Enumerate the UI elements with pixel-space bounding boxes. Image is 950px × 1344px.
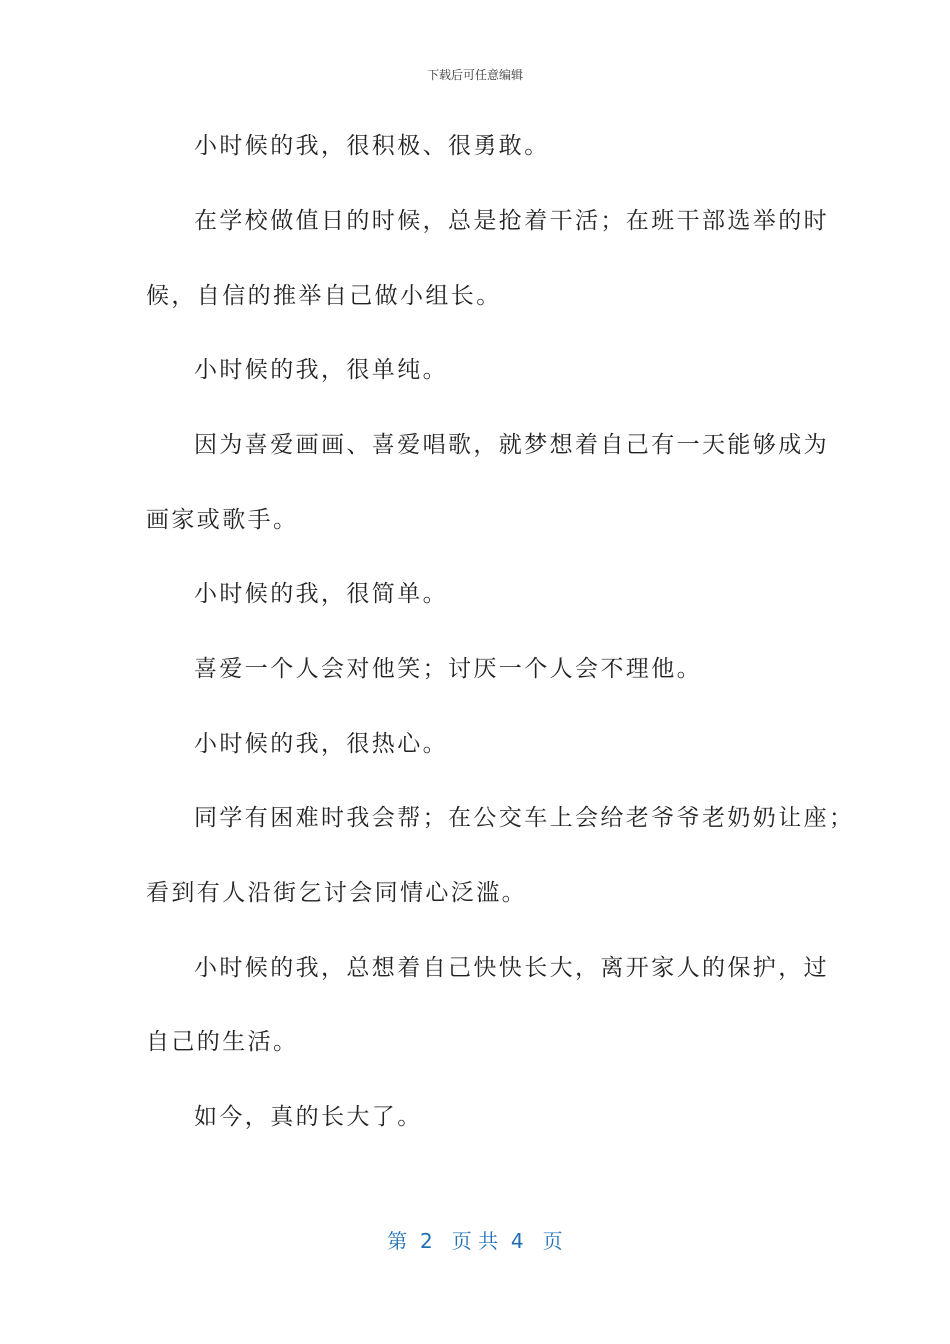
paragraph-line: 小时候的我，很简单。 [194,581,448,607]
paragraph-line: 在学校做值日的时候，总是抢着干活；在班干部选举的时 [194,208,829,234]
paragraph-line: 候，自信的推举自己做小组长。 [146,283,502,309]
paragraph-line: 小时候的我，总想着自己快快长大，离开家人的保护，过 [194,955,829,981]
page-number-footer: 第 2 页 共 4 页 [387,1229,563,1253]
paragraph-line: 自己的生活。 [146,1029,299,1055]
paragraph-line: 喜爱一个人会对他笑；讨厌一个人会不理他。 [194,656,702,682]
paragraph-line: 因为喜爱画画、喜爱唱歌，就梦想着自己有一天能够成为 [194,432,829,458]
paragraph-line: 同学有困难时我会帮；在公交车上会给老爷爷老奶奶让座； [194,805,855,831]
page-header: 下载后可任意编辑 [426,68,523,82]
paragraph-line: 如今，真的长大了。 [194,1104,423,1130]
paragraph-line: 小时候的我，很热心。 [194,731,448,757]
paragraph-line: 小时候的我，很单纯。 [194,357,448,383]
paragraph-line: 小时候的我，很积极、很勇敢。 [194,133,550,159]
paragraph-line: 看到有人沿街乞讨会同情心泛滥。 [146,880,527,906]
paragraph-line: 画家或歌手。 [146,507,299,533]
